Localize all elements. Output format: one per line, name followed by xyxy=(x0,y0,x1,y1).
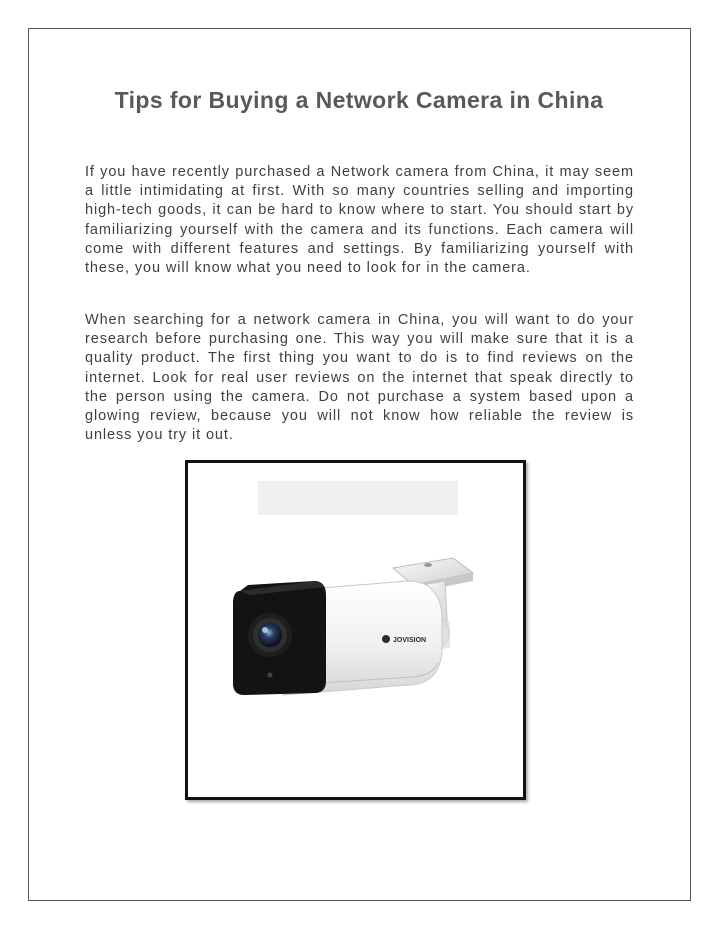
watermark-mark xyxy=(258,481,458,515)
camera-image xyxy=(185,460,526,800)
camera-illustration xyxy=(188,463,523,797)
svg-text:JOVISION: JOVISION xyxy=(393,637,427,644)
paragraph-research: When searching for a network camera in China, you will want to do your research before purchasing one. This way you will make sure that it is a quality product. The first thing you want to do is to find reviews on the internet. Look for real user reviews on the internet that speak directly to the person using the camera. Do not purchase a system based upon a glowing review, because you will not know how reliable the review is unless you try it out. xyxy=(85,312,634,444)
camera-lens xyxy=(248,613,292,657)
ir-sensor xyxy=(268,673,273,678)
paragraph-intro: If you have recently purchased a Network camera from China, it may seem a little intimidating at first. With so many countries selling and importing high-tech goods, it can be hard to know where to start. You should start by familiarizing yourself with the camera and its functions. Each camera will come with different features and settings. By familiarizing yourself with these, you will know what you need to look for in the camera. xyxy=(85,164,634,277)
document-title: Tips for Buying a Network Camera in China xyxy=(114,87,604,113)
